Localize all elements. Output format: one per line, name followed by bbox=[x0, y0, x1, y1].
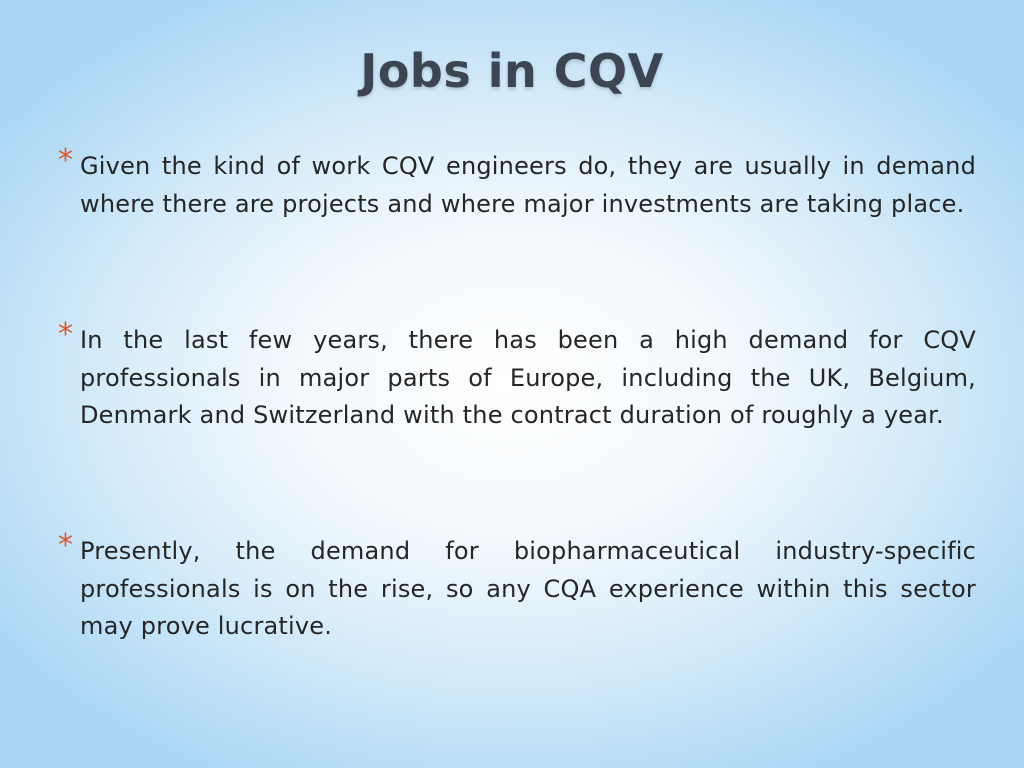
bullet-text: Presently, the demand for biopharmaceutical industry-specific professionals is on the rise, so any CQA experience within this sector may prove lucrative. bbox=[80, 537, 976, 640]
bullet-asterisk-icon: * bbox=[58, 317, 74, 352]
bullet-text: In the last few years, there has been a high demand for CQV professionals in major parts of Europe, including the UK, Belgium, Denmark and Switzerland with the contract duration of roughly a year. bbox=[80, 326, 976, 429]
bullet-item bbox=[58, 528, 976, 646]
bullet-item bbox=[58, 143, 976, 223]
bullet-text: Given the kind of work CQV engineers do, they are usually in demand where there are projects and where major investments are taking place. bbox=[80, 152, 976, 218]
slide-title: Jobs in CQV bbox=[360, 44, 664, 98]
bullet-asterisk-icon: * bbox=[58, 528, 74, 563]
bullet-item bbox=[58, 317, 976, 435]
bullet-asterisk-icon: * bbox=[58, 143, 74, 178]
